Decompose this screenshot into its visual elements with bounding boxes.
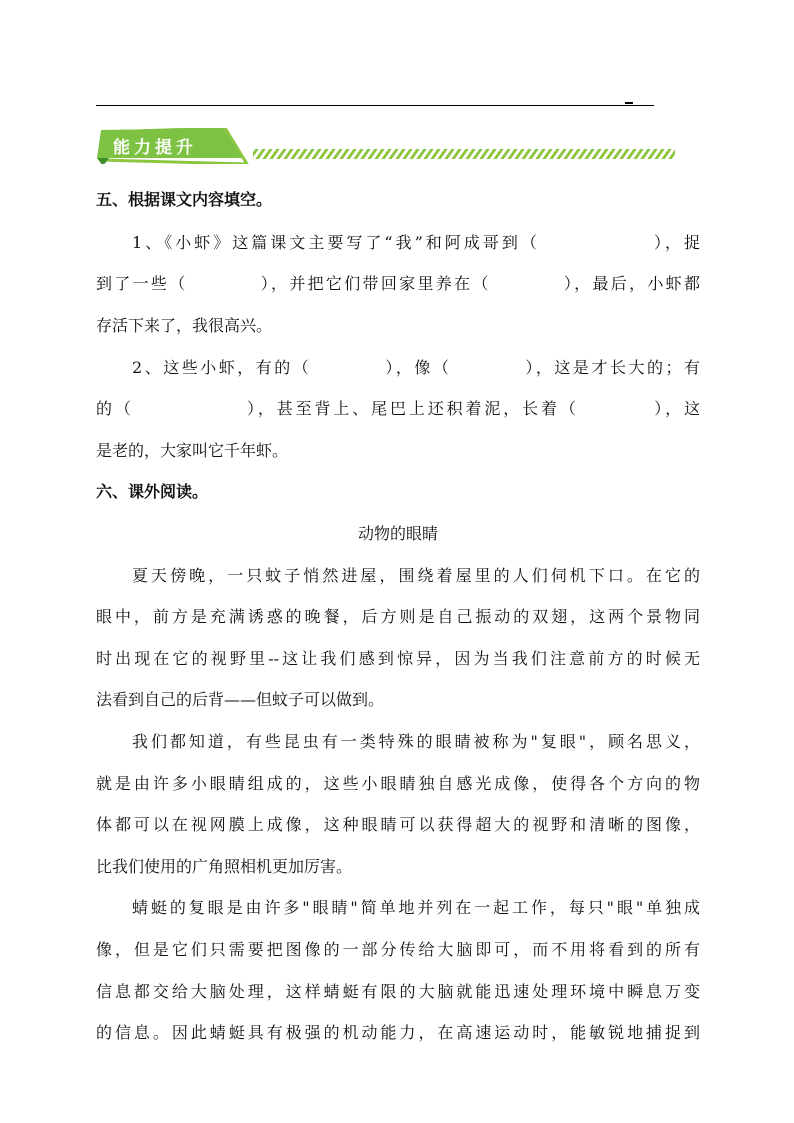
article-line: 信息都交给大脑处理，这样蜻蜓有限的大脑就能迅速处理环境中瞬息万变 <box>96 982 700 1001</box>
article-title: 动物的眼睛 <box>357 524 438 543</box>
section-5-heading: 五、根据课文内容填空。 <box>96 190 273 209</box>
article-line: 夏天傍晚，一只蚊子悄然进屋，围绕着屋里的人们伺机下口。在它的 <box>132 566 700 585</box>
banner-title: 能力提升 <box>113 138 197 158</box>
article-line: 就是由许多小眼睛组成的，这些小眼睛独自感光成像，使得各个方向的物 <box>96 774 700 793</box>
header-rule-mark <box>625 102 633 104</box>
article-line: 的信息。因此蜻蜓具有极强的机动能力，在高速运动时，能敏锐地捕捉到 <box>96 1023 700 1042</box>
article-line: 体都可以在视网膜上成像，这种眼睛可以获得超大的视野和清晰的图像， <box>96 815 700 834</box>
fill-blank-line: 的（ ），甚至背上、尾巴上还积着泥，长着（ ），这 <box>96 399 700 418</box>
article-line: 法看到自己的后背——但蚊子可以做到。 <box>96 690 385 709</box>
section-banner <box>95 128 677 164</box>
article-line: 眼中，前方是充满诱惑的晚餐，后方则是自己振动的双翅，这两个景物同 <box>96 607 700 626</box>
article-line: 蜻蜓的复眼是由许多"眼睛"简单地并列在一起工作，每只"眼"单独成 <box>132 898 700 917</box>
fill-blank-line: 是老的，大家叫它千年虾。 <box>96 441 289 460</box>
article-line: 我们都知道，有些昆虫有一类特殊的眼睛被称为"复眼"，顾名思义， <box>132 732 700 751</box>
article-line: 时出现在它的视野里--这让我们感到惊异，因为当我们注意前方的时候无 <box>96 649 700 668</box>
fill-blank-line: 到了一些（ ），并把它们带回家里养在（ ），最后，小虾都 <box>96 274 700 293</box>
fill-blank-line: 存活下来了，我很高兴。 <box>96 316 273 335</box>
article-line: 像，但是它们只需要把图像的一部分传给大脑即可，而不用将看到的所有 <box>96 940 700 959</box>
article-line: 比我们使用的广角照相机更加厉害。 <box>96 857 353 876</box>
fill-blank-line: 1、《小虾》这篇课文主要写了“我”和阿成哥到（ ），捉 <box>132 233 700 252</box>
fill-blank-line: 2、这些小虾，有的（ ），像（ ），这是才长大的；有 <box>132 358 700 377</box>
section-6-heading: 六、课外阅读。 <box>96 482 209 501</box>
header-rule <box>96 105 654 106</box>
